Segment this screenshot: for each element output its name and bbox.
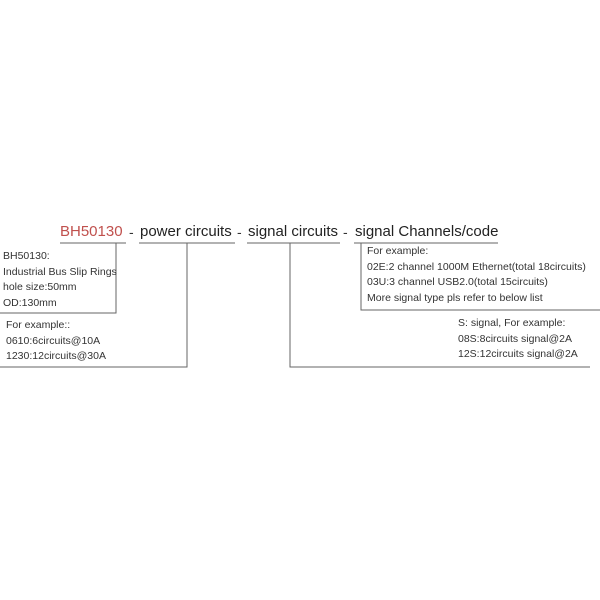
signal-circuits-label: signal circuits <box>248 223 339 240</box>
model-code: BH50130 <box>60 223 123 240</box>
note-line: 02E:2 channel 1000M Ethernet(total 18circuits) <box>367 260 586 273</box>
note-line: hole size:50mm <box>3 281 77 293</box>
note-line: For example: <box>367 245 429 257</box>
note-line: 0610:6circuits@10A <box>6 334 101 347</box>
note-line: Industrial Bus Slip Rings <box>3 265 117 278</box>
signal-note <box>458 316 578 363</box>
note-line: 12S:12circuits signal@2A <box>458 348 578 360</box>
signal-channels-label: signal Channels/code <box>355 223 499 240</box>
note-line: 03U:3 channel USB2.0(total 15circuits) <box>367 276 548 288</box>
power-note <box>6 318 106 365</box>
note-line: 1230:12circuits@30A <box>6 350 106 362</box>
channels-note <box>367 244 586 306</box>
separator: - <box>237 224 242 240</box>
power-circuits-label: power circuits <box>140 223 232 240</box>
note-line: OD:130mm <box>3 296 57 309</box>
note-line: More signal type pls refer to below list <box>367 291 543 304</box>
separator: - <box>343 224 348 240</box>
note-line: S: signal, For example: <box>458 317 566 329</box>
note-line: 08S:8circuits signal@2A <box>458 332 572 345</box>
separator: - <box>129 224 134 240</box>
note-line: BH50130: <box>3 250 50 262</box>
model-note <box>3 249 117 311</box>
note-line: For example:: <box>6 319 71 331</box>
